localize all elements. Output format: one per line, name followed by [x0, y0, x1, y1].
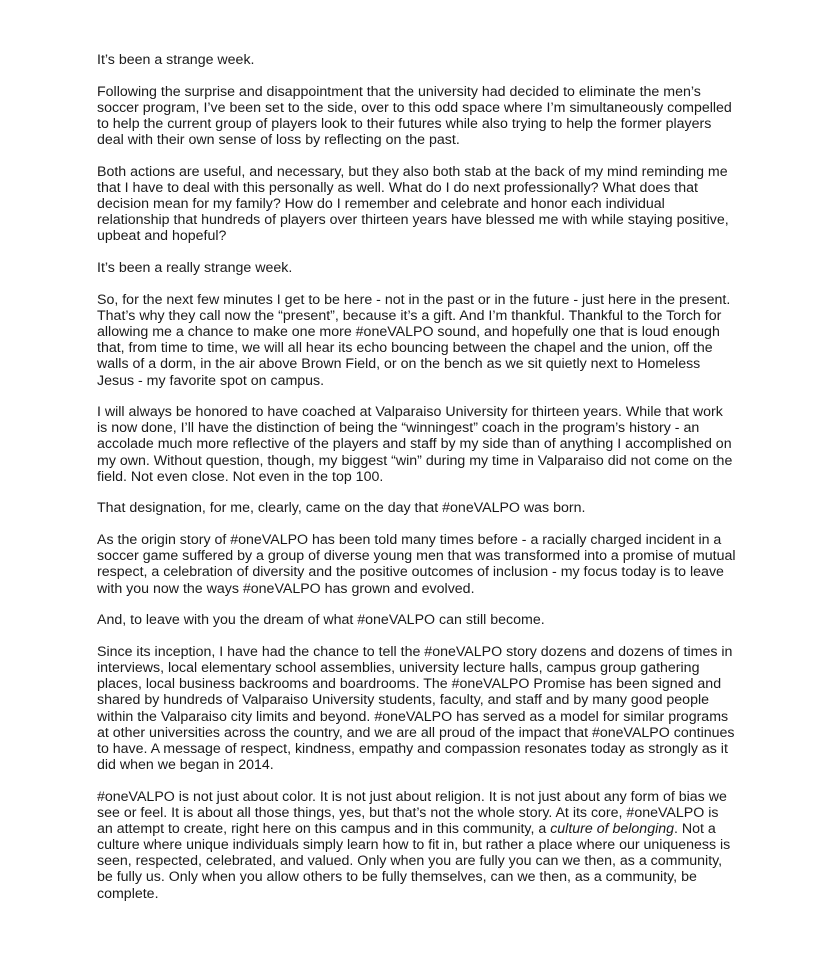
- paragraph-4: It’s been a really strange week.: [97, 260, 293, 277]
- paragraph-8: As the origin story of #oneVALPO has been told many times before - a racially charged incident in a soccer game suffered by a group of diverse young men that was transformed into a promise of mutual respect, a celebration of diversity and the positive outcomes of inclusion - my focus today is to leave with you now the ways #oneVALPO has grown and evolved.: [97, 532, 736, 597]
- paragraph-7: That designation, for me, clearly, came on the day that #oneVALPO was born.: [97, 500, 586, 517]
- document-body: [97, 52, 737, 902]
- paragraph-11-text-before: #oneVALPO is not just about color. It is not just about religion. It is not just about any form of bias we see or feel. It is about all those things, yes, but that’s not the whole story. At its core, #oneVALPO is an attempt to create, right here on this campus and in this community, a: [97, 788, 727, 837]
- paragraph-11-emphasis: culture of belonging: [550, 820, 675, 837]
- paragraph-1: It’s been a strange week.: [97, 52, 255, 68]
- paragraph-2: Following the surprise and disappointment that the university had decided to eliminate the men’s soccer program, I’ve been set to the side, over to this odd space where I’m simultaneously compelled to help the current group of players look to their futures while also trying to help the former players deal with their own sense of loss by reflecting on the past.: [97, 83, 732, 149]
- paragraph-3: Both actions are useful, and necessary, but they also both stab at the back of my mind reminding me that I have to deal with this personally as well. What do I do next professionally? What does that decision mean for my family? How do I remember and celebrate and honor each individual relationship that hundreds of players over thirteen years have blessed me with while staying positive, upbeat and hopeful?: [97, 163, 729, 245]
- paragraph-10: Since its inception, I have had the chance to tell the #oneVALPO story dozens and dozens of times in interviews, local elementary school assemblies, university lecture halls, campus group gathering places, local business backrooms and boardrooms. The #oneVALPO Promise has been signed and shared by hundreds of Valparaiso University students, faculty, and staff and by many good people within the Valparaiso city limits and beyond. #oneVALPO has served as a model for similar programs at other universities across the country, and we are all proud of the impact that #oneVALPO continues to have. A message of respect, kindness, empathy and compassion resonates today as strongly as it did when we began in 2014.: [97, 643, 735, 773]
- paragraph-11-text-after: . Not a culture where unique individuals simply learn how to fit in, but rather a place where our uniqueness is seen, respected, celebrated, and valued. Only when you are fully you can we then, as a community, be fully us. Only when you allow others to be fully themselves, can we then, as a community, be complete.: [97, 820, 731, 902]
- paragraph-5: So, for the next few minutes I get to be here - not in the past or in the future - just here in the present. That’s why they call now the “present”, because it’s a gift. And I’m thankful. Thankful to the Torch for allowing me a chance to make one more #oneVALPO sound, and hopefully one that is loud enough that, from time to time, we will all hear its echo bouncing between the chapel and the union, off the walls of a dorm, in the air above Brown Field, or on the bench as we sit quietly next to Homeless Jesus - my favorite spot on campus.: [97, 291, 731, 389]
- paragraph-11: [97, 789, 737, 902]
- paragraph-6: I will always be honored to have coached at Valparaiso University for thirteen years. While that work is now done, I’ll have the distinction of being the “winningest” coach in the program’s history - an accolade much more reflective of the players and staff by my side than of anything I accomplished on my own. Without question, though, my biggest “win” during my time in Valparaiso did not come on the field. Not even close. Not even in the top 100.: [97, 404, 733, 485]
- paragraph-9: And, to leave with you the dream of what #oneVALPO can still become.: [97, 612, 545, 629]
